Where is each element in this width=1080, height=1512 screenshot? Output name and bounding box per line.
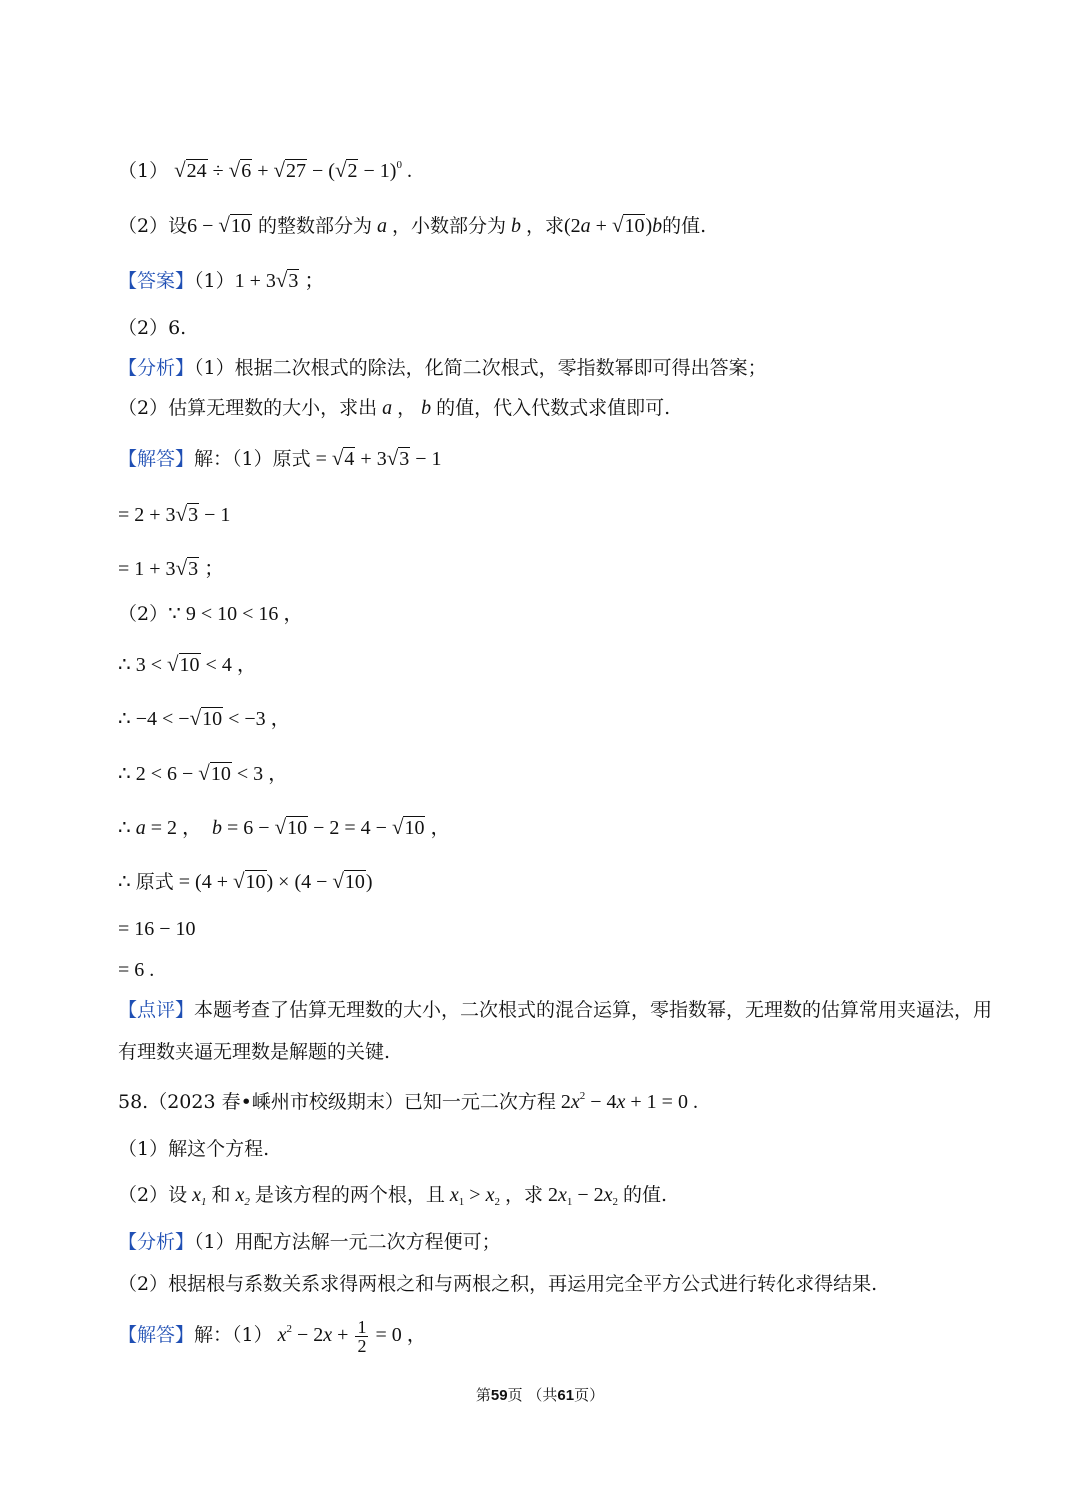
comment-57-line-2: 有理数夹逼无理数是解题的关键.: [118, 1041, 391, 1063]
analysis-57-line-2: （2）估算无理数的大小，求出 a ， b 的值，代入代数式求值即可.: [118, 397, 671, 419]
math-expression: $√24 \div √6 + √27 - (√2 - 1)^0$ .: [174, 158, 412, 182]
problem-57-part-2: （2）设6 − √10 的整数部分为 a ，小数部分为 b ，求(2a + √10)b的值.: [118, 213, 707, 237]
problem-58-part-1: （1）解这个方程.: [118, 1138, 270, 1160]
problem-source: （2023 春•嵊州市校级期末）: [148, 1091, 404, 1113]
solution-57-step: = 2 + 3√3 − 1: [118, 502, 231, 526]
solution-57-part-2: （2）∵ 9 < 10 < 16 ，: [118, 603, 304, 625]
total-page-count: 61: [557, 1387, 575, 1404]
current-page-number: 59: [490, 1387, 508, 1404]
analysis-tag: 【分析】: [118, 1231, 195, 1253]
part-label: （1）: [118, 160, 169, 182]
solution-57-line-1: 【解答】解：（1）原式 = √4 + 3√3 − 1: [118, 446, 442, 470]
solution-57-step: = 1 + 3√3 ；: [118, 556, 225, 580]
page-footer: 第59页 （共61页）: [475, 1386, 605, 1404]
analysis-58-line-2: （2）根据根与系数关系求得两根之和与两根之积，再运用完全平方公式进行转化求得结果.: [118, 1273, 878, 1295]
comment-tag: 【点评】: [118, 999, 195, 1021]
solution-57-step: = 16 − 10: [118, 918, 196, 940]
solution-57-step: ∴ 2 < 6 − √10 < 3 ，: [118, 761, 289, 785]
analysis-57-line-1: 【分析】（1）根据二次根式的除法，化简二次根式，零指数幂即可得出答案；: [118, 357, 767, 379]
solution-57-step: ∴ −4 < −√10 < −3 ，: [118, 706, 291, 730]
problem-58-stem: 58.（2023 春•嵊州市校级期末）已知一元二次方程 $2x^2 - 4x + 1 = 0$ .: [118, 1090, 698, 1113]
solution-58-line-1: 【解答】解：（1） $x^2 - 2x$ + $\frac{1}{2}$ = 0 ，: [118, 1317, 427, 1356]
problem-57-part-1: [118, 158, 412, 183]
answer-line-1: 【答案】（1）1 + 3√3 ；: [118, 268, 325, 292]
solution-tag: 【解答】: [118, 448, 195, 470]
comment-57-line-1: 【点评】本题考查了估算无理数的大小，二次根式的混合运算，零指数幂，无理数的估算常用夹逼法，用: [118, 999, 993, 1021]
answer-tag: 【答案】: [118, 270, 195, 292]
solution-57-step: ∴ 3 < √10 < 4 ，: [118, 652, 257, 676]
solution-57-step: ∴ a = 2 ， b = 6 − √10 − 2 = 4 − √10 ，: [118, 815, 451, 839]
answer-line-2: （2）6.: [118, 317, 187, 339]
problem-58-part-2: （2）设 $x_1$ 和 $x_2$ 是该方程的两个根，且 $x_1 > x_2$ ，求 $2x_1 - 2x_2$ 的值.: [118, 1184, 668, 1208]
solution-tag: 【解答】: [118, 1324, 195, 1347]
problem-number: 58.: [118, 1091, 149, 1113]
solution-57-step: ∴ 原式 = (4 + √10) × (4 − √10): [118, 869, 373, 893]
analysis-tag: 【分析】: [118, 357, 195, 379]
analysis-58-line-1: 【分析】（1）用配方法解一元二次方程便可；: [118, 1231, 501, 1253]
solution-57-step: = 6 .: [118, 959, 155, 981]
